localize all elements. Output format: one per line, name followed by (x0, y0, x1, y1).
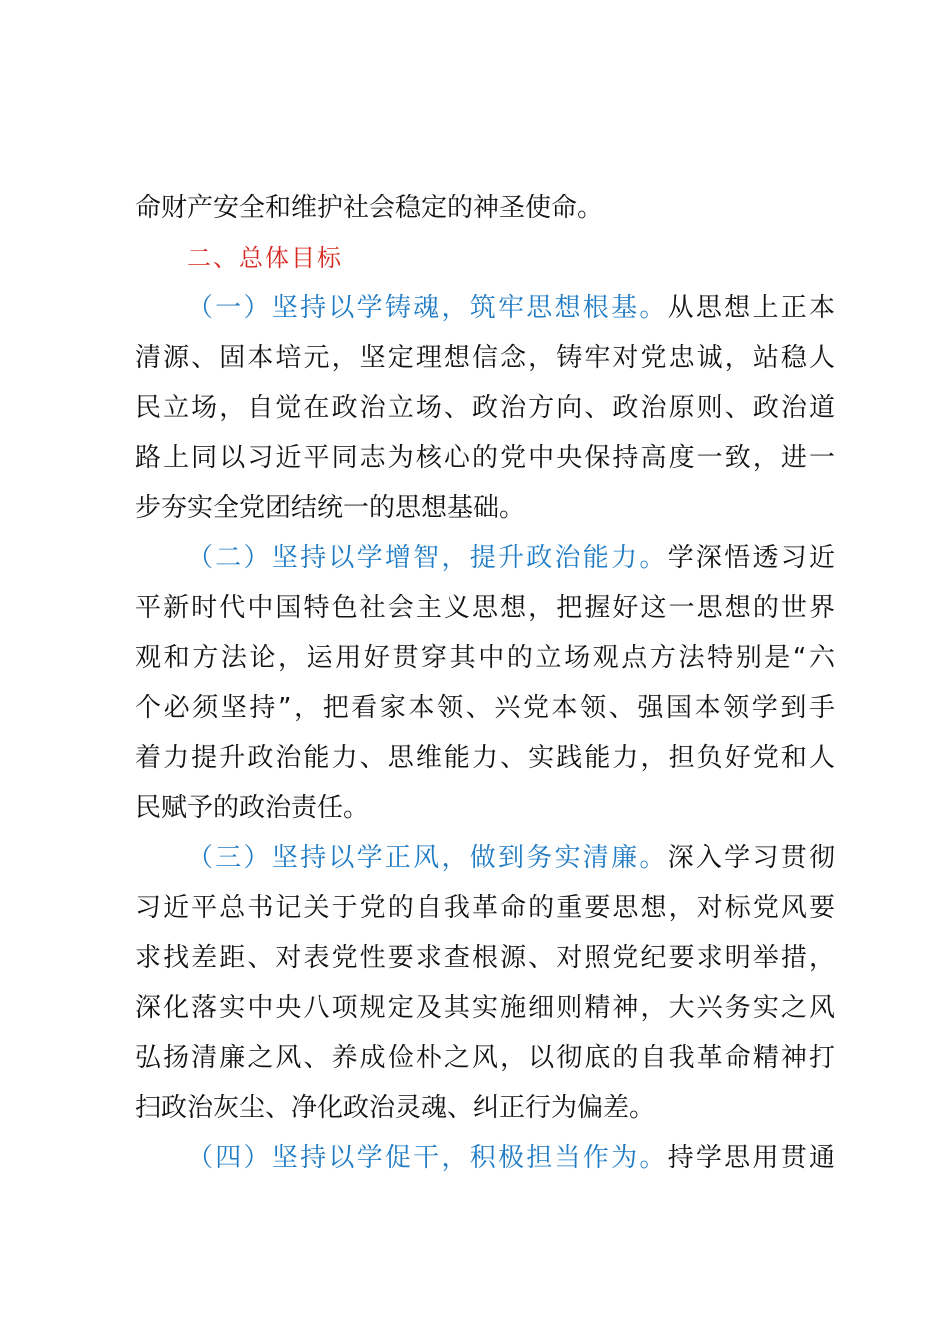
paragraph-text: 从思想上正本 (667, 293, 835, 323)
paragraph-text: 学深悟透习近 (667, 543, 835, 573)
paragraph-line: 着力提升政治能力、思维能力、实践能力，担负好党和人 (135, 743, 835, 773)
paragraph-line: 观和方法论，运用好贯穿其中的立场观点方法特别是“六 (135, 643, 835, 673)
paragraph-heading: （三）坚持以学正风，做到务实清廉。 (187, 843, 668, 873)
paragraph-line: 个必须坚持”，把看家本领、兴党本领、强国本领学到手 (135, 693, 835, 723)
paragraph-heading: （四）坚持以学促干，积极担当作为。 (187, 1143, 668, 1173)
paragraph-line: 弘扬清廉之风、养成俭朴之风，以彻底的自我革命精神打 (135, 1043, 835, 1073)
paragraph-text: 持学思用贯通 (667, 1143, 835, 1173)
paragraph-line: 清源、固本培元，坚定理想信念，铸牢对党忠诚，站稳人 (135, 343, 835, 373)
paragraph-4 (135, 1133, 835, 1183)
paragraph-line: 步夯实全党团结统一的思想基础。 (135, 493, 526, 523)
paragraph-line: 扫政治灰尘、净化政治灵魂、纠正行为偏差。 (135, 1093, 656, 1123)
paragraph-line: 平新时代中国特色社会主义思想，把握好这一思想的世界 (135, 593, 835, 623)
paragraph-first-line (135, 283, 835, 333)
paragraph-line: 习近平总书记关于党的自我革命的重要思想，对标党风要 (135, 893, 835, 923)
paragraph-line: 民立场，自觉在政治立场、政治方向、政治原则、政治道 (135, 393, 835, 423)
section-heading: 二、总体目标 (187, 244, 343, 272)
paragraph-1 (135, 283, 835, 533)
paragraph-heading: （二）坚持以学增智，提升政治能力。 (187, 543, 668, 573)
intro-tail-line (135, 183, 835, 233)
paragraph-line: 民赋予的政治责任。 (135, 793, 370, 823)
paragraph-3 (135, 833, 835, 1133)
paragraph-first-line (135, 1133, 835, 1183)
paragraph-line: 深化落实中央八项规定及其实施细则精神，大兴务实之风 (135, 993, 835, 1023)
paragraph-2 (135, 533, 835, 833)
paragraph-heading: （一）坚持以学铸魂，筑牢思想根基。 (187, 293, 668, 323)
paragraph-text: 深入学习贯彻 (667, 843, 835, 873)
paragraph-first-line (135, 833, 835, 883)
document-body (135, 183, 835, 1183)
intro-tail-text: 命财产安全和维护社会稳定的神圣使命。 (135, 193, 604, 223)
paragraph-line: 路上同以习近平同志为核心的党中央保持高度一致，进一 (135, 443, 835, 473)
paragraph-first-line (135, 533, 835, 583)
paragraph-line: 求找差距、对表党性要求查根源、对照党纪要求明举措， (135, 943, 835, 973)
